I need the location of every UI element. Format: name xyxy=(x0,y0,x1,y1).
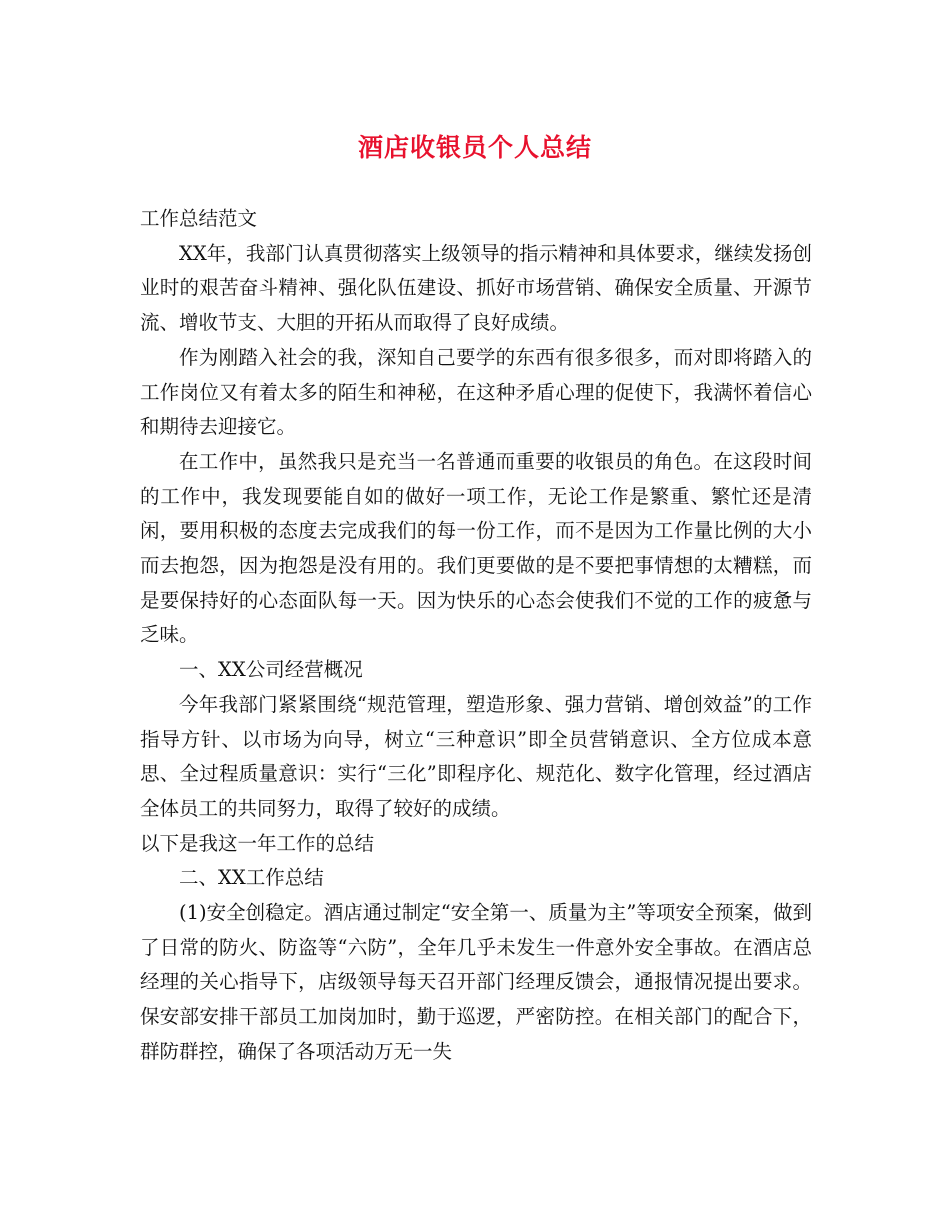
paragraph-newcomer: 作为刚踏入社会的我，深知自己要学的东西有很多很多，而对即将踏入的工作岗位又有着太多的陌生和神秘，在这种矛盾心理的促使下，我满怀着信心和期待去迎接它。 xyxy=(140,345,812,439)
heading-company-overview: 一、XX公司经营概况 xyxy=(179,658,363,682)
heading-work-summary: 二、XX工作总结 xyxy=(179,866,324,890)
paragraph-safety: (1)安全创稳定。酒店通过制定“安全第一、质量为主”等项安全预案，做到了日常的防火、防盗等“六防”，全年几乎未发生一件意外安全事故。在酒店总经理的关心指导下，店级领导每天召开部门经理反馈会，通报情况提出要求。保安部安排干部员工加岗加时，勤于巡逻，严密防控。在相关部门的配合下，群防群控，确保了各项活动万无一失 xyxy=(140,901,812,1063)
paragraph-summary-lead: 以下是我这一年工作的总结 xyxy=(140,831,375,855)
section-label: 工作总结范文 xyxy=(140,207,258,230)
paragraph-intro: XX年，我部门认真贯彻落实上级领导的指示精神和具体要求，继续发扬创业时的艰苦奋斗精神、强化队伍建设、抓好市场营销、确保安全质量、开源节流、增收节支、大胆的开拓从而取得了良好成绩。 xyxy=(140,241,812,335)
paragraph-work-attitude: 在工作中，虽然我只是充当一名普通而重要的收银员的角色。在这段时间的工作中，我发现要能自如的做好一项工作，无论工作是繁重、繁忙还是清闲，要用积极的态度去完成我们的每一份工作，而不是因为工作量比例的大小而去抱怨，因为抱怨是没有用的。我们更要做的是不要把事情想的太糟糕，而是要保持好的心态面队每一天。因为快乐的心态会使我们不觉的工作的疲惫与乏味。 xyxy=(140,449,812,647)
paragraph-company-overview: 今年我部门紧紧围绕“规范管理，塑造形象、强力营销、增创效益”的工作指导方针、以市场为向导，树立“三种意识”即全员营销意识、全方位成本意思、全过程质量意识：实行“三化”即程序化、规范化、数字化管理，经过酒店全体员工的共同努力，取得了较好的成绩。 xyxy=(140,692,812,820)
document-title: 酒店收银员个人总结 xyxy=(357,133,592,162)
document-body xyxy=(140,202,812,1070)
